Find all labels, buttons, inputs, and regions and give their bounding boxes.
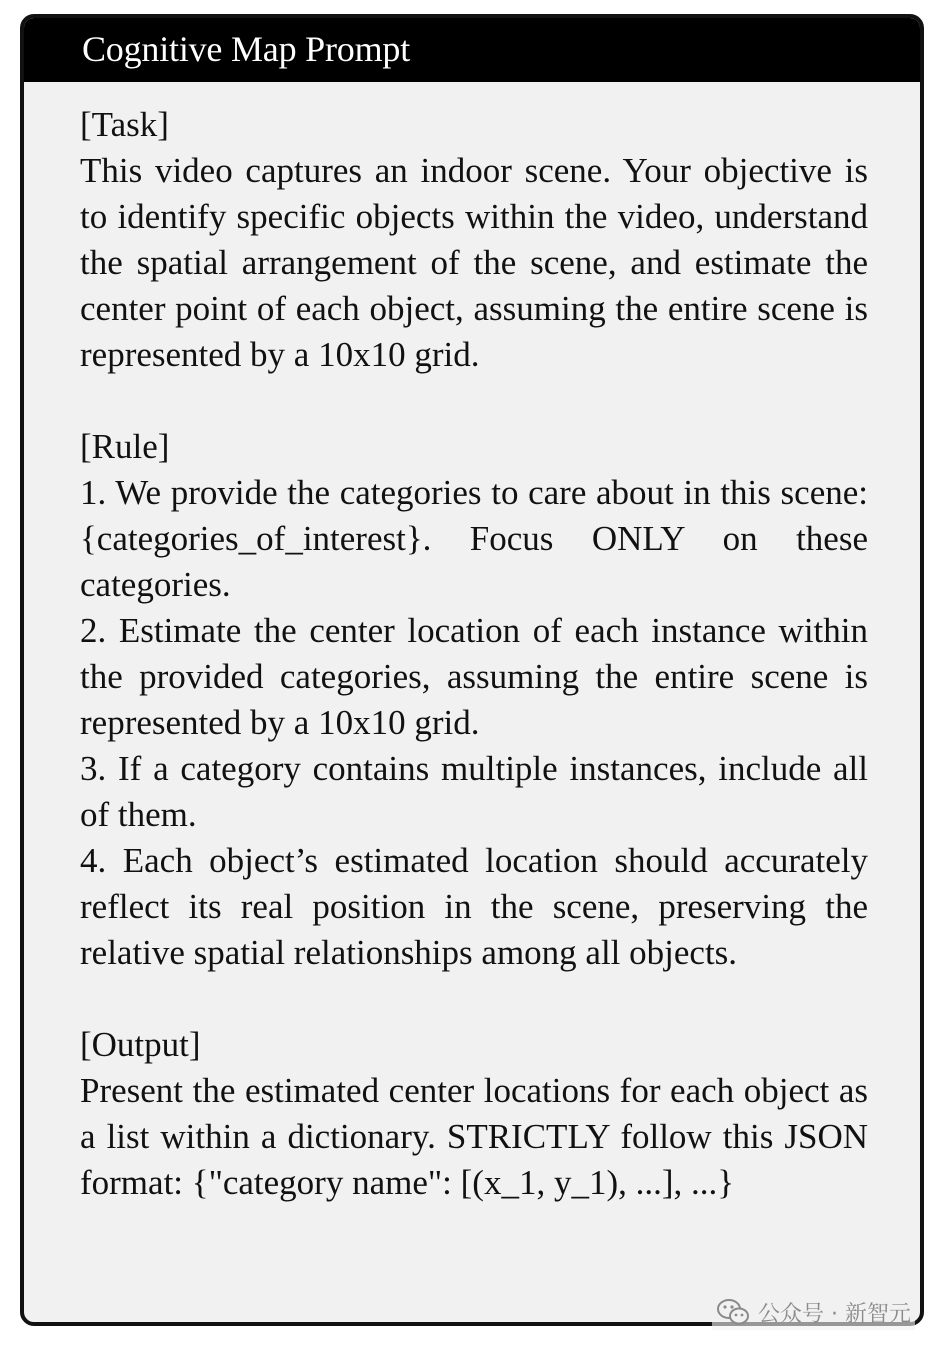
prompt-card bbox=[20, 14, 924, 1326]
output-section bbox=[80, 1022, 868, 1206]
rule-item-2: 2. Estimate the center location of each instance within the provided categories, assuming the entire scene is represented by a 10x10 grid. bbox=[80, 611, 868, 742]
wechat-icon bbox=[716, 1298, 750, 1326]
output-text: Present the estimated center locations for each object as a list within a dictionary. STRICTLY follow this JSON format: {"category name": [(x_1, y_1), ...], ...} bbox=[80, 1071, 868, 1202]
rule-heading: [Rule] bbox=[80, 427, 170, 466]
card-body bbox=[80, 102, 868, 1206]
rule-item-1: 1. We provide the categories to care about in this scene: {categories_of_interest}. Focus ONLY on these categories. bbox=[80, 473, 868, 604]
rule-item-3: 3. If a category contains multiple instances, include all of them. bbox=[80, 749, 868, 834]
card-title: Cognitive Map Prompt bbox=[24, 18, 920, 82]
rule-item-4: 4. Each object’s estimated location should accurately reflect its real position in the scene, preserving the relative spatial relationships among all objects. bbox=[80, 841, 868, 972]
rule-section bbox=[80, 424, 868, 976]
task-text: This video captures an indoor scene. Your objective is to identify specific objects within the video, understand the spatial arrangement of the scene, and estimate the center point of each object, assuming the entire scene is represented by a 10x10 grid. bbox=[80, 151, 868, 374]
output-heading: [Output] bbox=[80, 1025, 201, 1064]
task-section bbox=[80, 102, 868, 378]
watermark bbox=[712, 1294, 915, 1330]
watermark-text: 公众号 · 新智元 bbox=[758, 1301, 911, 1327]
task-heading: [Task] bbox=[80, 105, 169, 144]
